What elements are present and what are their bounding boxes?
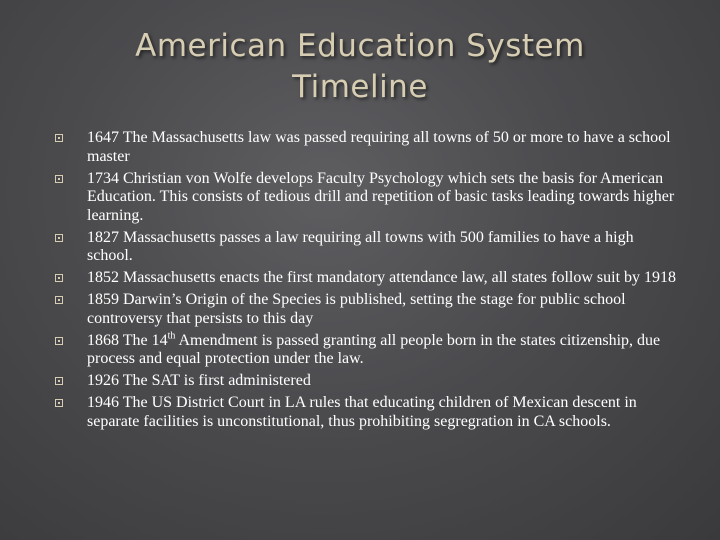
square-bullet-icon bbox=[55, 175, 63, 183]
timeline-item-1868 bbox=[54, 332, 680, 369]
timeline-item-text: 1827 Massachusetts passes a law requiring all towns with 500 families to have a high school. bbox=[87, 228, 634, 264]
ordinal-superscript: th bbox=[167, 330, 176, 342]
slide-title-line-1: American Education System bbox=[135, 28, 585, 64]
timeline-item-text-after: Amendment is passed granting all people born in the states citizenship, due process and equal protection under the law. bbox=[87, 331, 661, 367]
square-bullet-icon bbox=[55, 134, 63, 142]
timeline-item-1859 bbox=[54, 291, 680, 328]
timeline-item-text: 1647 The Massachusetts law was passed requiring all towns of 50 or more to have a school master bbox=[87, 129, 671, 165]
timeline-item-1946 bbox=[54, 394, 680, 431]
timeline-item-1852 bbox=[54, 269, 680, 288]
timeline-item-text: 1926 The SAT is first administered bbox=[87, 372, 311, 389]
timeline-bullet-list bbox=[54, 129, 680, 435]
square-bullet-icon bbox=[55, 337, 63, 345]
timeline-item-1647 bbox=[54, 129, 680, 166]
timeline-item-1926 bbox=[54, 372, 680, 391]
timeline-item-text: 1852 Massachusetts enacts the first mandatory attendance law, all states follow suit by 1918 bbox=[87, 269, 677, 286]
slide-title bbox=[40, 26, 680, 108]
square-bullet-icon bbox=[55, 234, 63, 242]
square-bullet-icon bbox=[55, 399, 63, 407]
square-bullet-icon bbox=[55, 274, 63, 282]
timeline-item-1734 bbox=[54, 170, 680, 226]
square-bullet-icon bbox=[55, 377, 63, 385]
slide-title-line-2: Timeline bbox=[292, 69, 428, 105]
timeline-item-text: 1946 The US District Court in LA rules that educating children of Mexican descent in separate facilities is unconstitutional, thus prohibiting segregration in CA schools. bbox=[87, 394, 637, 430]
timeline-item-text: 1734 Christian von Wolfe develops Faculty Psychology which sets the basis for American Education. This consists of tedious drill and repetition of basic tasks leading towards higher learning. bbox=[87, 169, 675, 224]
timeline-item-text: 1859 Darwin’s Origin of the Species is published, setting the stage for public school controversy that persists to this day bbox=[87, 291, 626, 327]
square-bullet-icon bbox=[55, 296, 63, 304]
timeline-item-text-before: 1868 The 14 bbox=[87, 331, 168, 349]
timeline-item-1827 bbox=[54, 229, 680, 266]
